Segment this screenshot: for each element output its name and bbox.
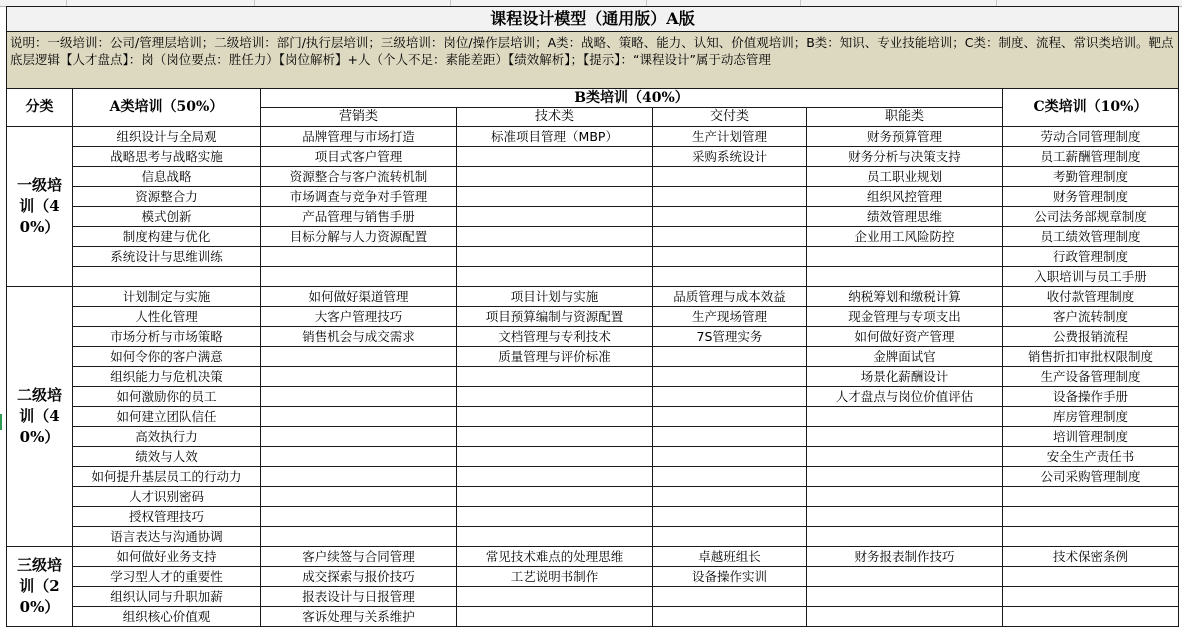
cell-a-class[interactable]: 计划制定与实施 <box>73 287 261 307</box>
cell-c-class[interactable] <box>1003 607 1179 627</box>
cell-b-technical[interactable] <box>457 167 653 187</box>
cell-b-marketing[interactable]: 销售机会与成交需求 <box>261 327 457 347</box>
cell-b-marketing[interactable] <box>261 527 457 547</box>
table-row <box>7 447 1179 467</box>
cell-b-function[interactable] <box>807 567 1003 587</box>
sheet-title[interactable]: 课程设计模型（通用版）A版 <box>7 7 1179 32</box>
cell-c-class[interactable]: 培训管理制度 <box>1003 427 1179 447</box>
cell-a-class[interactable]: 如何建立团队信任 <box>73 407 261 427</box>
cell-b-delivery[interactable] <box>653 187 807 207</box>
cell-c-class[interactable] <box>1003 527 1179 547</box>
cell-b-delivery[interactable] <box>653 587 807 607</box>
cell-a-class[interactable]: 如何激励你的员工 <box>73 387 261 407</box>
table-row <box>7 487 1179 507</box>
cell-a-class[interactable]: 战略思考与战略实施 <box>73 147 261 167</box>
table-row <box>7 567 1179 587</box>
cell-b-marketing[interactable]: 资源整合与客户流转机制 <box>261 167 457 187</box>
header-b-function[interactable]: 职能类 <box>807 108 1003 127</box>
cell-a-class[interactable]: 高效执行力 <box>73 427 261 447</box>
cell-b-delivery[interactable]: 卓越班组长 <box>653 547 807 567</box>
cell-b-delivery[interactable] <box>653 447 807 467</box>
table-row <box>7 587 1179 607</box>
cell-b-marketing[interactable]: 产品管理与销售手册 <box>261 207 457 227</box>
header-b-delivery[interactable]: 交付类 <box>653 108 807 127</box>
cell-b-marketing[interactable]: 目标分解与人力资源配置 <box>261 227 457 247</box>
cell-b-technical[interactable] <box>457 207 653 227</box>
table-row <box>7 227 1179 247</box>
cell-b-delivery[interactable] <box>653 267 807 287</box>
cell-b-marketing[interactable]: 报表设计与日报管理 <box>261 587 457 607</box>
cell-a-class[interactable]: 资源整合力 <box>73 187 261 207</box>
cell-b-marketing[interactable]: 客诉处理与关系维护 <box>261 607 457 627</box>
cell-b-delivery[interactable] <box>653 367 807 387</box>
cell-a-class[interactable]: 如何做好业务支持 <box>73 547 261 567</box>
cell-b-function[interactable]: 绩效管理思维 <box>807 207 1003 227</box>
cell-c-class[interactable]: 公司采购管理制度 <box>1003 467 1179 487</box>
cell-b-function[interactable] <box>807 527 1003 547</box>
cell-b-technical[interactable]: 标准项目管理（MBP） <box>457 127 653 147</box>
cell-b-marketing[interactable] <box>261 467 457 487</box>
cell-b-technical[interactable] <box>457 467 653 487</box>
cell-b-marketing[interactable] <box>261 387 457 407</box>
cell-b-delivery[interactable] <box>653 167 807 187</box>
cell-c-class[interactable]: 员工薪酬管理制度 <box>1003 147 1179 167</box>
cell-c-class[interactable]: 公费报销流程 <box>1003 327 1179 347</box>
cell-b-function[interactable] <box>807 267 1003 287</box>
cell-b-marketing[interactable] <box>261 427 457 447</box>
cell-b-marketing[interactable] <box>261 267 457 287</box>
cell-a-class[interactable]: 组织认同与升职加薪 <box>73 587 261 607</box>
cell-b-delivery[interactable] <box>653 507 807 527</box>
table-row <box>7 127 1179 147</box>
cell-c-class[interactable]: 库房管理制度 <box>1003 407 1179 427</box>
table-row <box>7 527 1179 547</box>
cell-b-delivery[interactable] <box>653 347 807 367</box>
cell-b-delivery[interactable] <box>653 467 807 487</box>
header-b-marketing[interactable]: 营销类 <box>261 108 457 127</box>
cell-b-marketing[interactable]: 成交探索与报价技巧 <box>261 567 457 587</box>
cell-c-class[interactable]: 入职培训与员工手册 <box>1003 267 1179 287</box>
cell-b-technical[interactable] <box>457 147 653 167</box>
table-row <box>7 307 1179 327</box>
cell-b-function[interactable] <box>807 587 1003 607</box>
cell-a-class[interactable]: 系统设计与思维训练 <box>73 247 261 267</box>
cell-c-class[interactable]: 销售折扣审批权限制度 <box>1003 347 1179 367</box>
cell-b-function[interactable] <box>807 247 1003 267</box>
cell-b-function[interactable] <box>807 607 1003 627</box>
table-row <box>7 467 1179 487</box>
table-row <box>7 347 1179 367</box>
cell-b-marketing[interactable]: 品牌管理与市场打造 <box>261 127 457 147</box>
cell-c-class[interactable]: 客户流转制度 <box>1003 307 1179 327</box>
row-selection-marker <box>0 414 2 430</box>
header-a-class[interactable]: A类培训（50%） <box>73 89 261 127</box>
cell-b-delivery[interactable] <box>653 207 807 227</box>
cell-c-class[interactable]: 员工绩效管理制度 <box>1003 227 1179 247</box>
cell-a-class[interactable]: 组织核心价值观 <box>73 607 261 627</box>
course-design-table <box>6 6 1179 627</box>
cell-b-marketing[interactable] <box>261 367 457 387</box>
cell-b-marketing[interactable] <box>261 487 457 507</box>
cell-c-class[interactable]: 财务管理制度 <box>1003 187 1179 207</box>
cell-b-technical[interactable] <box>457 607 653 627</box>
cell-a-class[interactable]: 人性化管理 <box>73 307 261 327</box>
level-label[interactable]: 一级培训（40%） <box>7 127 73 287</box>
cell-a-class[interactable]: 人才识别密码 <box>73 487 261 507</box>
cell-a-class[interactable]: 如何令你的客户满意 <box>73 347 261 367</box>
table-row <box>7 427 1179 447</box>
cell-b-function[interactable]: 财务报表制作技巧 <box>807 547 1003 567</box>
cell-b-function[interactable]: 如何做好资产管理 <box>807 327 1003 347</box>
cell-a-class[interactable]: 模式创新 <box>73 207 261 227</box>
cell-b-function[interactable]: 企业用工风险防控 <box>807 227 1003 247</box>
cell-b-marketing[interactable]: 大客户管理技巧 <box>261 307 457 327</box>
cell-b-marketing[interactable] <box>261 347 457 367</box>
table-row <box>7 407 1179 427</box>
cell-b-technical[interactable]: 常见技术难点的处理思维 <box>457 547 653 567</box>
cell-a-class[interactable]: 组织能力与危机决策 <box>73 367 261 387</box>
cell-b-technical[interactable]: 项目计划与实施 <box>457 287 653 307</box>
sheet-note[interactable]: 说明：一级培训：公司/管理层培训；二级培训：部门/执行层培训；三级培训：岗位/操作层培训；A类：战略、策略、能力、认知、价值观培训；B类：知识、专业技能培训；C类：制度、流程、常识类培训。靶点底层逻辑【人才盘点】：岗（岗位要点：胜任力）【岗位解析】+人（个人不足：素能差距）【绩效解析】；【提示】：“课程设计”属于动态管理 <box>7 32 1179 89</box>
cell-b-delivery[interactable] <box>653 527 807 547</box>
cell-c-class[interactable]: 收付款管理制度 <box>1003 287 1179 307</box>
level-label[interactable]: 二级培训（40%） <box>7 287 73 547</box>
table-row <box>7 267 1179 287</box>
cell-b-marketing[interactable]: 如何做好渠道管理 <box>261 287 457 307</box>
cell-c-class[interactable]: 行政管理制度 <box>1003 247 1179 267</box>
cell-b-marketing[interactable] <box>261 407 457 427</box>
cell-b-function[interactable]: 员工职业规划 <box>807 167 1003 187</box>
cell-c-class[interactable]: 生产设备管理制度 <box>1003 367 1179 387</box>
table-row <box>7 187 1179 207</box>
cell-b-function[interactable]: 金牌面试官 <box>807 347 1003 367</box>
cell-b-delivery[interactable] <box>653 487 807 507</box>
cell-b-technical[interactable] <box>457 267 653 287</box>
cell-b-function[interactable]: 现金管理与专项支出 <box>807 307 1003 327</box>
cell-a-class[interactable]: 授权管理技巧 <box>73 507 261 527</box>
table-row <box>7 367 1179 387</box>
cell-c-class[interactable]: 技术保密条例 <box>1003 547 1179 567</box>
cell-b-marketing[interactable]: 客户续签与合同管理 <box>261 547 457 567</box>
header-b-technical[interactable]: 技术类 <box>457 108 653 127</box>
cell-b-technical[interactable] <box>457 487 653 507</box>
cell-b-function[interactable] <box>807 487 1003 507</box>
cell-b-marketing[interactable] <box>261 507 457 527</box>
cell-b-function[interactable] <box>807 507 1003 527</box>
cell-b-marketing[interactable]: 项目式客户管理 <box>261 147 457 167</box>
cell-b-technical[interactable] <box>457 587 653 607</box>
cell-b-marketing[interactable]: 市场调查与竞争对手管理 <box>261 187 457 207</box>
header-c-class[interactable]: C类培训（10%） <box>1003 89 1179 127</box>
cell-b-technical[interactable]: 项目预算编制与资源配置 <box>457 307 653 327</box>
cell-c-class[interactable]: 公司法务部规章制度 <box>1003 207 1179 227</box>
cell-a-class[interactable]: 学习型人才的重要性 <box>73 567 261 587</box>
cell-b-function[interactable]: 财务预算管理 <box>807 127 1003 147</box>
cell-a-class[interactable]: 组织设计与全局观 <box>73 127 261 147</box>
header-b-class[interactable]: B类培训（40%） <box>261 89 1003 108</box>
cell-b-technical[interactable] <box>457 447 653 467</box>
table-row <box>7 507 1179 527</box>
table-row <box>7 247 1179 267</box>
cell-b-technical[interactable] <box>457 247 653 267</box>
cell-b-function[interactable]: 组织风控管理 <box>807 187 1003 207</box>
cell-b-technical[interactable]: 质量管理与评价标准 <box>457 347 653 367</box>
cell-c-class[interactable] <box>1003 567 1179 587</box>
cell-b-marketing[interactable] <box>261 247 457 267</box>
table-row <box>7 207 1179 227</box>
cell-b-function[interactable] <box>807 427 1003 447</box>
cell-b-delivery[interactable] <box>653 607 807 627</box>
cell-b-function[interactable] <box>807 407 1003 427</box>
cell-b-technical[interactable] <box>457 527 653 547</box>
cell-b-technical[interactable] <box>457 387 653 407</box>
cell-a-class[interactable]: 市场分析与市场策略 <box>73 327 261 347</box>
header-category[interactable]: 分类 <box>7 89 73 127</box>
cell-c-class[interactable] <box>1003 487 1179 507</box>
cell-b-function[interactable] <box>807 467 1003 487</box>
cell-b-delivery[interactable]: 设备操作实训 <box>653 567 807 587</box>
cell-b-technical[interactable]: 工艺说明书制作 <box>457 567 653 587</box>
cell-a-class[interactable]: 如何提升基层员工的行动力 <box>73 467 261 487</box>
cell-c-class[interactable]: 劳动合同管理制度 <box>1003 127 1179 147</box>
table-row <box>7 387 1179 407</box>
cell-a-class[interactable]: 绩效与人效 <box>73 447 261 467</box>
cell-b-delivery[interactable] <box>653 387 807 407</box>
cell-b-delivery[interactable] <box>653 427 807 447</box>
cell-b-technical[interactable] <box>457 427 653 447</box>
cell-b-function[interactable]: 场景化薪酬设计 <box>807 367 1003 387</box>
cell-b-delivery[interactable]: 7S管理实务 <box>653 327 807 347</box>
table-row <box>7 547 1179 567</box>
table-row <box>7 327 1179 347</box>
table-row <box>7 287 1179 307</box>
cell-a-class[interactable] <box>73 267 261 287</box>
cell-a-class[interactable]: 语言表达与沟通协调 <box>73 527 261 547</box>
cell-c-class[interactable] <box>1003 507 1179 527</box>
cell-b-technical[interactable] <box>457 507 653 527</box>
cell-b-technical[interactable] <box>457 367 653 387</box>
cell-c-class[interactable]: 设备操作手册 <box>1003 387 1179 407</box>
cell-b-function[interactable]: 纳税筹划和缴税计算 <box>807 287 1003 307</box>
cell-b-delivery[interactable]: 生产现场管理 <box>653 307 807 327</box>
cell-b-delivery[interactable]: 生产计划管理 <box>653 127 807 147</box>
cell-b-delivery[interactable] <box>653 407 807 427</box>
cell-b-delivery[interactable] <box>653 227 807 247</box>
level-label[interactable]: 三级培训（20%） <box>7 547 73 627</box>
table-row <box>7 607 1179 627</box>
cell-c-class[interactable]: 考勤管理制度 <box>1003 167 1179 187</box>
table-row <box>7 147 1179 167</box>
cell-b-technical[interactable] <box>457 227 653 247</box>
cell-b-technical[interactable] <box>457 407 653 427</box>
cell-c-class[interactable]: 安全生产责任书 <box>1003 447 1179 467</box>
cell-b-technical[interactable]: 文档管理与专利技术 <box>457 327 653 347</box>
cell-a-class[interactable]: 制度构建与优化 <box>73 227 261 247</box>
cell-a-class[interactable]: 信息战略 <box>73 167 261 187</box>
cell-b-function[interactable]: 财务分析与决策支持 <box>807 147 1003 167</box>
cell-b-delivery[interactable]: 采购系统设计 <box>653 147 807 167</box>
cell-b-function[interactable]: 人才盘点与岗位价值评估 <box>807 387 1003 407</box>
cell-b-technical[interactable] <box>457 187 653 207</box>
cell-b-function[interactable] <box>807 447 1003 467</box>
cell-c-class[interactable] <box>1003 587 1179 607</box>
cell-b-delivery[interactable]: 品质管理与成本效益 <box>653 287 807 307</box>
cell-b-marketing[interactable] <box>261 447 457 467</box>
table-row <box>7 167 1179 187</box>
cell-b-delivery[interactable] <box>653 247 807 267</box>
